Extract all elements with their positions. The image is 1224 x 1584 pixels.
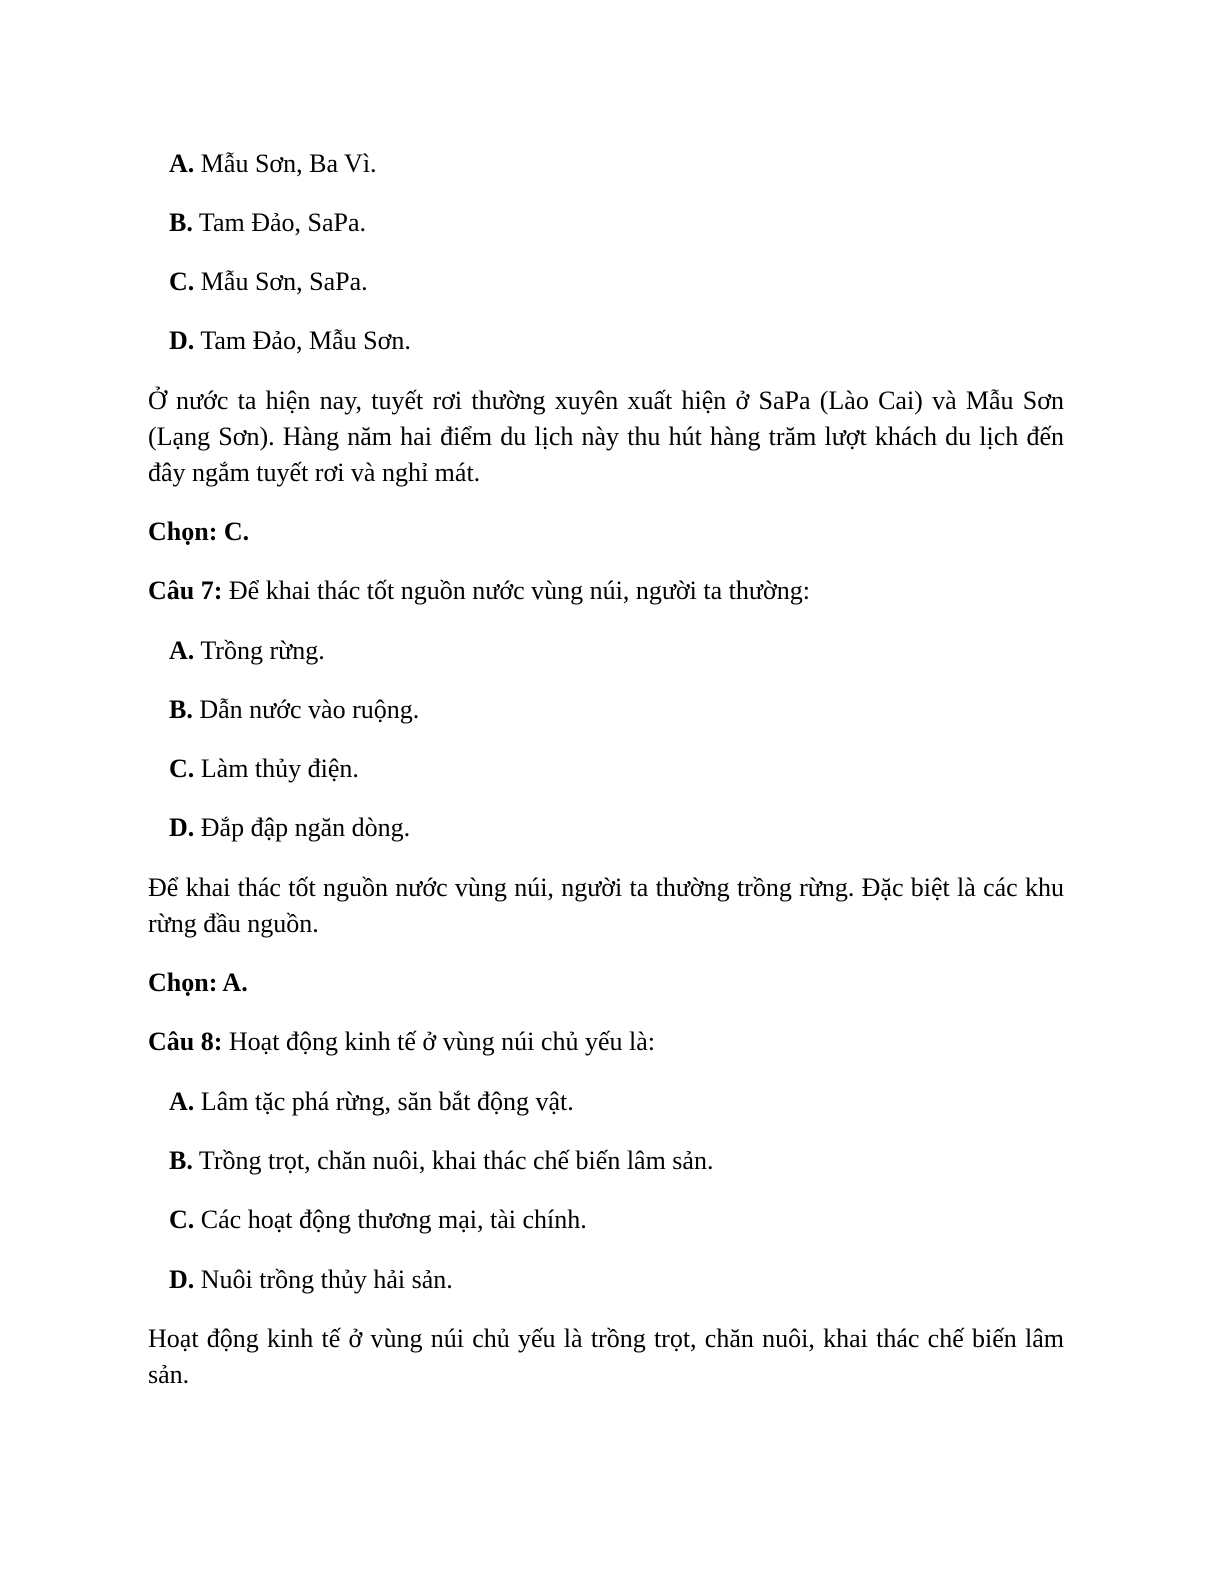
option-a (169, 146, 377, 182)
explanation-paragraph: Để khai thác tốt nguồn nước vùng núi, người ta thường trồng rừng. Đặc biệt là các khu rừng đầu nguồn. (148, 873, 1064, 938)
question-label: Câu 7: (148, 576, 223, 605)
option-text: Tam Đảo, Mẫu Sơn. (200, 326, 411, 355)
answer-text: Chọn: C. (148, 517, 250, 546)
option-letter: B. (169, 208, 193, 237)
option-text: Trồng rừng. (200, 636, 325, 665)
option-b (169, 1143, 713, 1179)
question-7 (148, 573, 810, 609)
option-letter: D. (169, 326, 195, 355)
answer-line (148, 965, 248, 1001)
explanation-paragraph: Hoạt động kinh tế ở vùng núi chủ yếu là trồng trọt, chăn nuôi, khai thác chế biến lâm sản. (148, 1324, 1064, 1389)
option-text: Tam Đảo, SaPa. (198, 208, 367, 237)
option-letter: A. (169, 1087, 195, 1116)
question-label: Câu 8: (148, 1027, 223, 1056)
option-text: Lâm tặc phá rừng, săn bắt động vật. (200, 1087, 574, 1116)
option-letter: C. (169, 267, 195, 296)
answer-text: Chọn: A. (148, 968, 248, 997)
question-text: Hoạt động kinh tế ở vùng núi chủ yếu là: (222, 1027, 655, 1056)
option-text: Làm thủy điện. (200, 754, 359, 783)
option-text: Các hoạt động thương mại, tài chính. (200, 1205, 587, 1234)
option-text: Dẫn nước vào ruộng. (199, 695, 420, 724)
question-8 (148, 1024, 655, 1060)
option-d (169, 323, 411, 359)
option-b (169, 692, 419, 728)
option-text: Trồng trọt, chăn nuôi, khai thác chế biến lâm sản. (198, 1146, 714, 1175)
option-letter: C. (169, 754, 195, 783)
answer-line (148, 514, 249, 550)
option-letter: B. (169, 695, 193, 724)
option-text: Mẫu Sơn, Ba Vì. (200, 149, 377, 178)
option-b (169, 205, 366, 241)
option-c (169, 751, 359, 787)
option-text: Đắp đập ngăn dòng. (200, 813, 411, 842)
option-d (169, 810, 410, 846)
explanation-paragraph: Ở nước ta hiện nay, tuyết rơi thường xuyên xuất hiện ở SaPa (Lào Cai) và Mẫu Sơn (Lạng Sơn). Hàng năm hai điểm du lịch này thu hút hàng trăm lượt khách du lịch đến đây ngắm tuyết rơi và nghỉ mát. (148, 386, 1064, 487)
option-a (169, 633, 325, 669)
option-a (169, 1084, 574, 1120)
option-letter: B. (169, 1146, 193, 1175)
option-letter: A. (169, 149, 195, 178)
option-letter: D. (169, 1265, 195, 1294)
option-letter: A. (169, 636, 195, 665)
option-c (169, 1202, 587, 1238)
question-text: Để khai thác tốt nguồn nước vùng núi, người ta thường: (222, 576, 810, 605)
option-c (169, 264, 368, 300)
option-letter: C. (169, 1205, 195, 1234)
option-letter: D. (169, 813, 195, 842)
option-d (169, 1262, 453, 1298)
option-text: Mẫu Sơn, SaPa. (200, 267, 368, 296)
option-text: Nuôi trồng thủy hải sản. (200, 1265, 453, 1294)
